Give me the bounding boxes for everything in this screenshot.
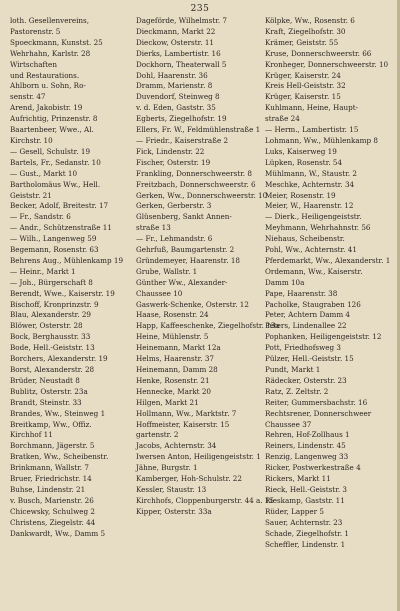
directory-entry: Bratken, Ww., Scheibenstr. <box>10 452 109 462</box>
directory-entry: Wehrhahn, Karlstr. 28 <box>10 48 91 58</box>
directory-entry: Arend, Jakobistr. 19 <box>10 103 83 113</box>
directory-entry: Gaswerk-Schenke, Osterstr. 12 <box>136 299 249 309</box>
directory-entry: Heinemann, Damm 28 <box>136 365 218 374</box>
directory-entry: Reiter, Gummersbachstr. 16 <box>265 397 368 407</box>
directory-entry: Reiners, Lindenstr. 45 <box>265 441 346 451</box>
directory-entry: — Wilh., Langenweg 59 <box>10 234 97 244</box>
directory-entry: Henke, Rosenstr. 21 <box>136 375 210 385</box>
directory-entry: Freitzbach, Donnerschweerstr. 6 <box>136 179 256 189</box>
column-left <box>10 16 134 606</box>
directory-entry: Hilgen, Markt 21 <box>136 397 199 407</box>
directory-entry: Egberts, Ziegelhofstr. 19 <box>136 114 227 124</box>
directory-entry: Pophanken, Heiligengeiststr. 12 <box>265 332 382 342</box>
directory-entry: Baartenbeer, Wwe., Al. <box>10 125 94 135</box>
directory-entry: Rechtsrener, Donnerschweer <box>265 408 372 418</box>
directory-entry: Glüsenberg, Sankt Annen- <box>136 212 232 222</box>
directory-entry: Borst, Alexanderstr. 28 <box>10 365 95 374</box>
directory-entry: straße 13 <box>136 223 171 233</box>
directory-entry: Pferdemarkt, Ww., Alexanderstr. 1 <box>265 255 391 265</box>
directory-entry: Niehaus, Scheibenstr. <box>265 234 345 244</box>
directory-entry: — Dierk., Heiligengeiststr. <box>265 212 362 222</box>
directory-entry: — Heinr., Markt 1 <box>10 266 76 276</box>
directory-entry: — Fr., Lehmandstr. 6 <box>136 234 213 244</box>
directory-entry: Gerken, Gerberstr. 3 <box>136 201 212 211</box>
directory-entry: Dankwardt, Ww., Damm 5 <box>10 528 106 538</box>
directory-entry: Rüder, Lapper 5 <box>265 506 324 516</box>
directory-entry: Dohl, Haarenstr. 36 <box>136 70 208 80</box>
directory-entry: Rickers, Markt 11 <box>265 474 331 484</box>
directory-entry: — Herm., Lambertistr. 15 <box>265 125 359 135</box>
directory-entry: Kipper, Osterstr. 33a <box>136 506 212 516</box>
directory-entry: Luks, Kaiserweg 19 <box>265 146 337 156</box>
directory-entry: Becker, Adolf, Breitestr. 17 <box>10 201 109 211</box>
directory-entry: Heinemann, Markt 12a <box>136 343 221 353</box>
directory-entry: Pacholke, Staugraben 126 <box>265 299 361 309</box>
directory-entry: Krämer, Geiststr. 55 <box>265 37 339 47</box>
directory-entry: Borchers, Alexanderstr. 19 <box>10 354 108 364</box>
directory-entry: v. Busch, Marienstr. 26 <box>10 495 94 505</box>
directory-entry: Bode, Hell.-Geiststr. 13 <box>10 343 95 353</box>
directory-entry: Krüger, Kaiserstr. 15 <box>265 92 341 102</box>
directory-entry: Ellers, Fr. W., Feldmühlenstraße 1 <box>136 125 261 135</box>
directory-entry: straße 24 <box>265 114 300 124</box>
directory-entry: Bruer, Friedrichstr. 14 <box>10 474 92 484</box>
directory-entry: Spoeckmann, Kunstst. 25 <box>10 37 103 47</box>
directory-entry: Pott, Friedhofsweg 3 <box>265 343 341 353</box>
directory-entry: Scheffler, Lindenstr. 1 <box>265 539 346 549</box>
directory-entry: Bartels, Fr., Sedanstr. 10 <box>10 157 101 167</box>
directory-entry: Gerken, Ww., Donnerschweerstr. 10 <box>136 190 268 200</box>
directory-entry: Hollmann, Ww., Marktstr. 7 <box>136 408 237 418</box>
directory-entry: Meier, Rosenstr. 19 <box>265 190 336 200</box>
directory-entry: Gründemeyer, Haarenstr. 18 <box>136 255 240 265</box>
directory-entry: Grube, Wallstr. 1 <box>136 266 198 276</box>
directory-entry: Bischoff, Kronprinzstr. 9 <box>10 299 99 309</box>
directory-entry: Chicewsky, Schulweg 2 <box>10 506 95 516</box>
directory-entry: Meschke, Achternstr. 34 <box>265 179 355 189</box>
directory-entry: Chaussee 10 <box>136 288 183 298</box>
directory-entry: Brandt, Steinstr. 33 <box>10 397 82 407</box>
directory-entry: Jacobs, Achternstr. 34 <box>136 441 217 451</box>
directory-entry: Fick, Lindenstr. 22 <box>136 146 205 156</box>
directory-entry: Pundt, Markt 1 <box>265 365 321 374</box>
directory-entry: Schade, Ziegelhofstr. 1 <box>265 528 349 538</box>
directory-entry: Ahlborn u. Sohn, Ro- <box>10 81 86 91</box>
directory-entry: Breitkamp, Ww., Offiz. <box>10 419 92 429</box>
directory-entry: Kuhlmann, Heine, Haupt- <box>265 103 359 113</box>
directory-entry: Borchmann, Jägerstr. 5 <box>10 441 95 451</box>
directory-entry: Kronheger, Donnerschweerstr. 10 <box>265 59 389 69</box>
directory-entry: Kamberger, Hoh-Schulstr. 22 <box>136 474 242 484</box>
directory-entry: Iwersen Anton, Heiligengeiststr. 1 <box>136 452 261 462</box>
column-middle <box>136 16 280 606</box>
directory-entry: Peters, Lindenallee 22 <box>265 321 347 331</box>
directory-entry: Geiststr. 21 <box>10 190 52 200</box>
directory-entry: senstr. 47 <box>10 92 46 102</box>
directory-entry: — Fr., Sandstr. 6 <box>10 212 71 222</box>
column-right <box>265 16 395 606</box>
directory-entry: Rieskamp, Gaststr. 11 <box>265 495 345 505</box>
directory-entry: Sauer, Achternstr. 23 <box>265 517 343 527</box>
directory-entry: Dramm, Marienstr. 8 <box>136 81 213 91</box>
directory-entry: Pülzer, Hell.-Geiststr. 15 <box>265 354 354 364</box>
directory-entry: Bublitz, Osterstr. 23a <box>10 386 88 396</box>
directory-entry: Meyhmann, Wehrhahnstr. 56 <box>265 223 371 233</box>
directory-entry: Dageförde, Wilhelmstr. 7 <box>136 16 227 25</box>
directory-entry: Pohl, Ww., Achternstr. 41 <box>265 245 357 255</box>
directory-entry: Rieck, Hell.-Geiststr. 3 <box>265 484 347 494</box>
directory-entry: loth. Gesellenvereins, <box>10 16 90 25</box>
directory-entry: Rädecker, Osterstr. 23 <box>265 375 347 385</box>
directory-entry: Brüder, Neustadt 8 <box>10 375 80 385</box>
directory-entry: Renzig, Langenweg 33 <box>265 452 349 462</box>
directory-entry: Kölpke, Ww., Rosenstr. 6 <box>265 16 355 25</box>
directory-entry: Mühlmann, W., Staustr. 2 <box>265 168 357 178</box>
directory-entry: Aufrichtig, Prinzenstr. 8 <box>10 114 98 124</box>
directory-entry: — Joh., Bürgerschaft 8 <box>10 277 93 287</box>
directory-entry: Duvendorf, Steinweg 8 <box>136 92 220 102</box>
directory-entry: Hoffmeister, Kaiserstr. 15 <box>136 419 230 429</box>
directory-entry: Blau, Alexanderstr. 29 <box>10 310 92 320</box>
directory-entry: Helms, Haarenstr. 37 <box>136 354 214 364</box>
directory-entry: gartenstr. 2 <box>136 430 179 440</box>
directory-entry: Brinkmann, Wallstr. 7 <box>10 463 89 473</box>
directory-entry: und Restaurations. <box>10 70 80 80</box>
directory-entry: Frankling, Donnerschweerstr. 8 <box>136 168 252 178</box>
directory-entry: Lüpken, Rosenstr. 54 <box>265 157 343 167</box>
directory-entry: Lohmann, Ww., Mühlenkamp 8 <box>265 135 378 145</box>
directory-entry: Kruse, Donnerschweerstr. 66 <box>265 48 372 58</box>
directory-entry: Chaussee 37 <box>265 419 312 429</box>
directory-entry: Pape, Haarenstr. 38 <box>265 288 338 298</box>
directory-entry: Heine, Mühlenstr. 5 <box>136 332 209 342</box>
directory-entry: v. d. Eden, Gaststr. 35 <box>136 103 216 113</box>
directory-entry: Ordemann, Ww., Kaiserstr. <box>265 266 363 276</box>
directory-entry: — Gesell, Schulstr. 19 <box>10 146 91 156</box>
page-number: 235 <box>190 4 210 14</box>
directory-entry: Kirchstr. 10 <box>10 135 53 145</box>
directory-entry: — Gust., Markt 10 <box>10 168 78 178</box>
directory-entry: Brandes, Ww., Steinweg 1 <box>10 408 106 418</box>
directory-entry: Behrens Aug., Mühlenkamp 19 <box>10 255 124 265</box>
directory-entry: — Friedr., Kaiserstraße 2 <box>136 135 229 145</box>
directory-entry: Blöwer, Osterstr. 28 <box>10 321 83 331</box>
directory-entry: Kreis Hell-Geiststr. 32 <box>265 81 346 91</box>
directory-entry: Fischer, Osterstr. 19 <box>136 157 211 167</box>
directory-entry: Gehrfuß, Baumgartenstr. 2 <box>136 245 235 255</box>
directory-entry: Meier, W., Haarenstr. 12 <box>265 201 354 211</box>
directory-entry: Haase, Rosenstr. 24 <box>136 310 209 320</box>
directory-entry: Rehren, Hof-Zollhaus 1 <box>265 430 350 440</box>
directory-entry: Berendt, Wwe., Kaiserstr. 19 <box>10 288 115 298</box>
directory-entry: Jähne, Burgstr. 1 <box>136 463 198 473</box>
directory-entry: Wirtschaften <box>10 59 57 69</box>
directory-entry: Dockhorn, Theaterwall 5 <box>136 59 227 69</box>
directory-entry: Kessler, Staustr. 13 <box>136 484 207 494</box>
directory-entry: Happ, Kaffeeschenke, Ziegelhofstr. 13a <box>136 321 280 331</box>
directory-entry: Ricker, Postwerkestraße 4 <box>265 463 361 473</box>
directory-entry: Peter, Achtern Damm 4 <box>265 310 350 320</box>
directory-entry: Kirchhofs, Cloppenburgerstr. 44 a. 15 <box>136 495 275 505</box>
directory-entry: Bock, Berghausstr. 33 <box>10 332 91 342</box>
directory-entry: Damm 10a <box>265 277 305 287</box>
directory-entry: Hennecke, Markt 20 <box>136 386 211 396</box>
directory-entry: Dieckmann, Markt 22 <box>136 26 216 36</box>
directory-entry: Günther Ww., Alexander- <box>136 277 228 287</box>
directory-entry: Buhse, Lindenstr. 21 <box>10 484 86 494</box>
directory-entry: Dierks, Lambertistr. 16 <box>136 48 221 58</box>
directory-entry: Pastorenstr. 5 <box>10 26 61 36</box>
directory-entry: Ratz, Z. Zeltstr. 2 <box>265 386 329 396</box>
directory-entry: Kirchhof 11 <box>10 430 53 440</box>
directory-entry: Dieckow, Osterstr. 11 <box>136 37 214 47</box>
directory-entry: Christens, Ziegelstr. 44 <box>10 517 96 527</box>
directory-entry: — Andr., Schützenstraße 11 <box>10 223 112 233</box>
directory-entry: Krüger, Kaiserstr. 24 <box>265 70 341 80</box>
directory-entry: Begemann, Rosenstr. 63 <box>10 245 99 255</box>
directory-entry: Kraft, Ziegelhofstr. 30 <box>265 26 346 36</box>
directory-entry: Bartholomäus Ww., Hell. <box>10 179 101 189</box>
